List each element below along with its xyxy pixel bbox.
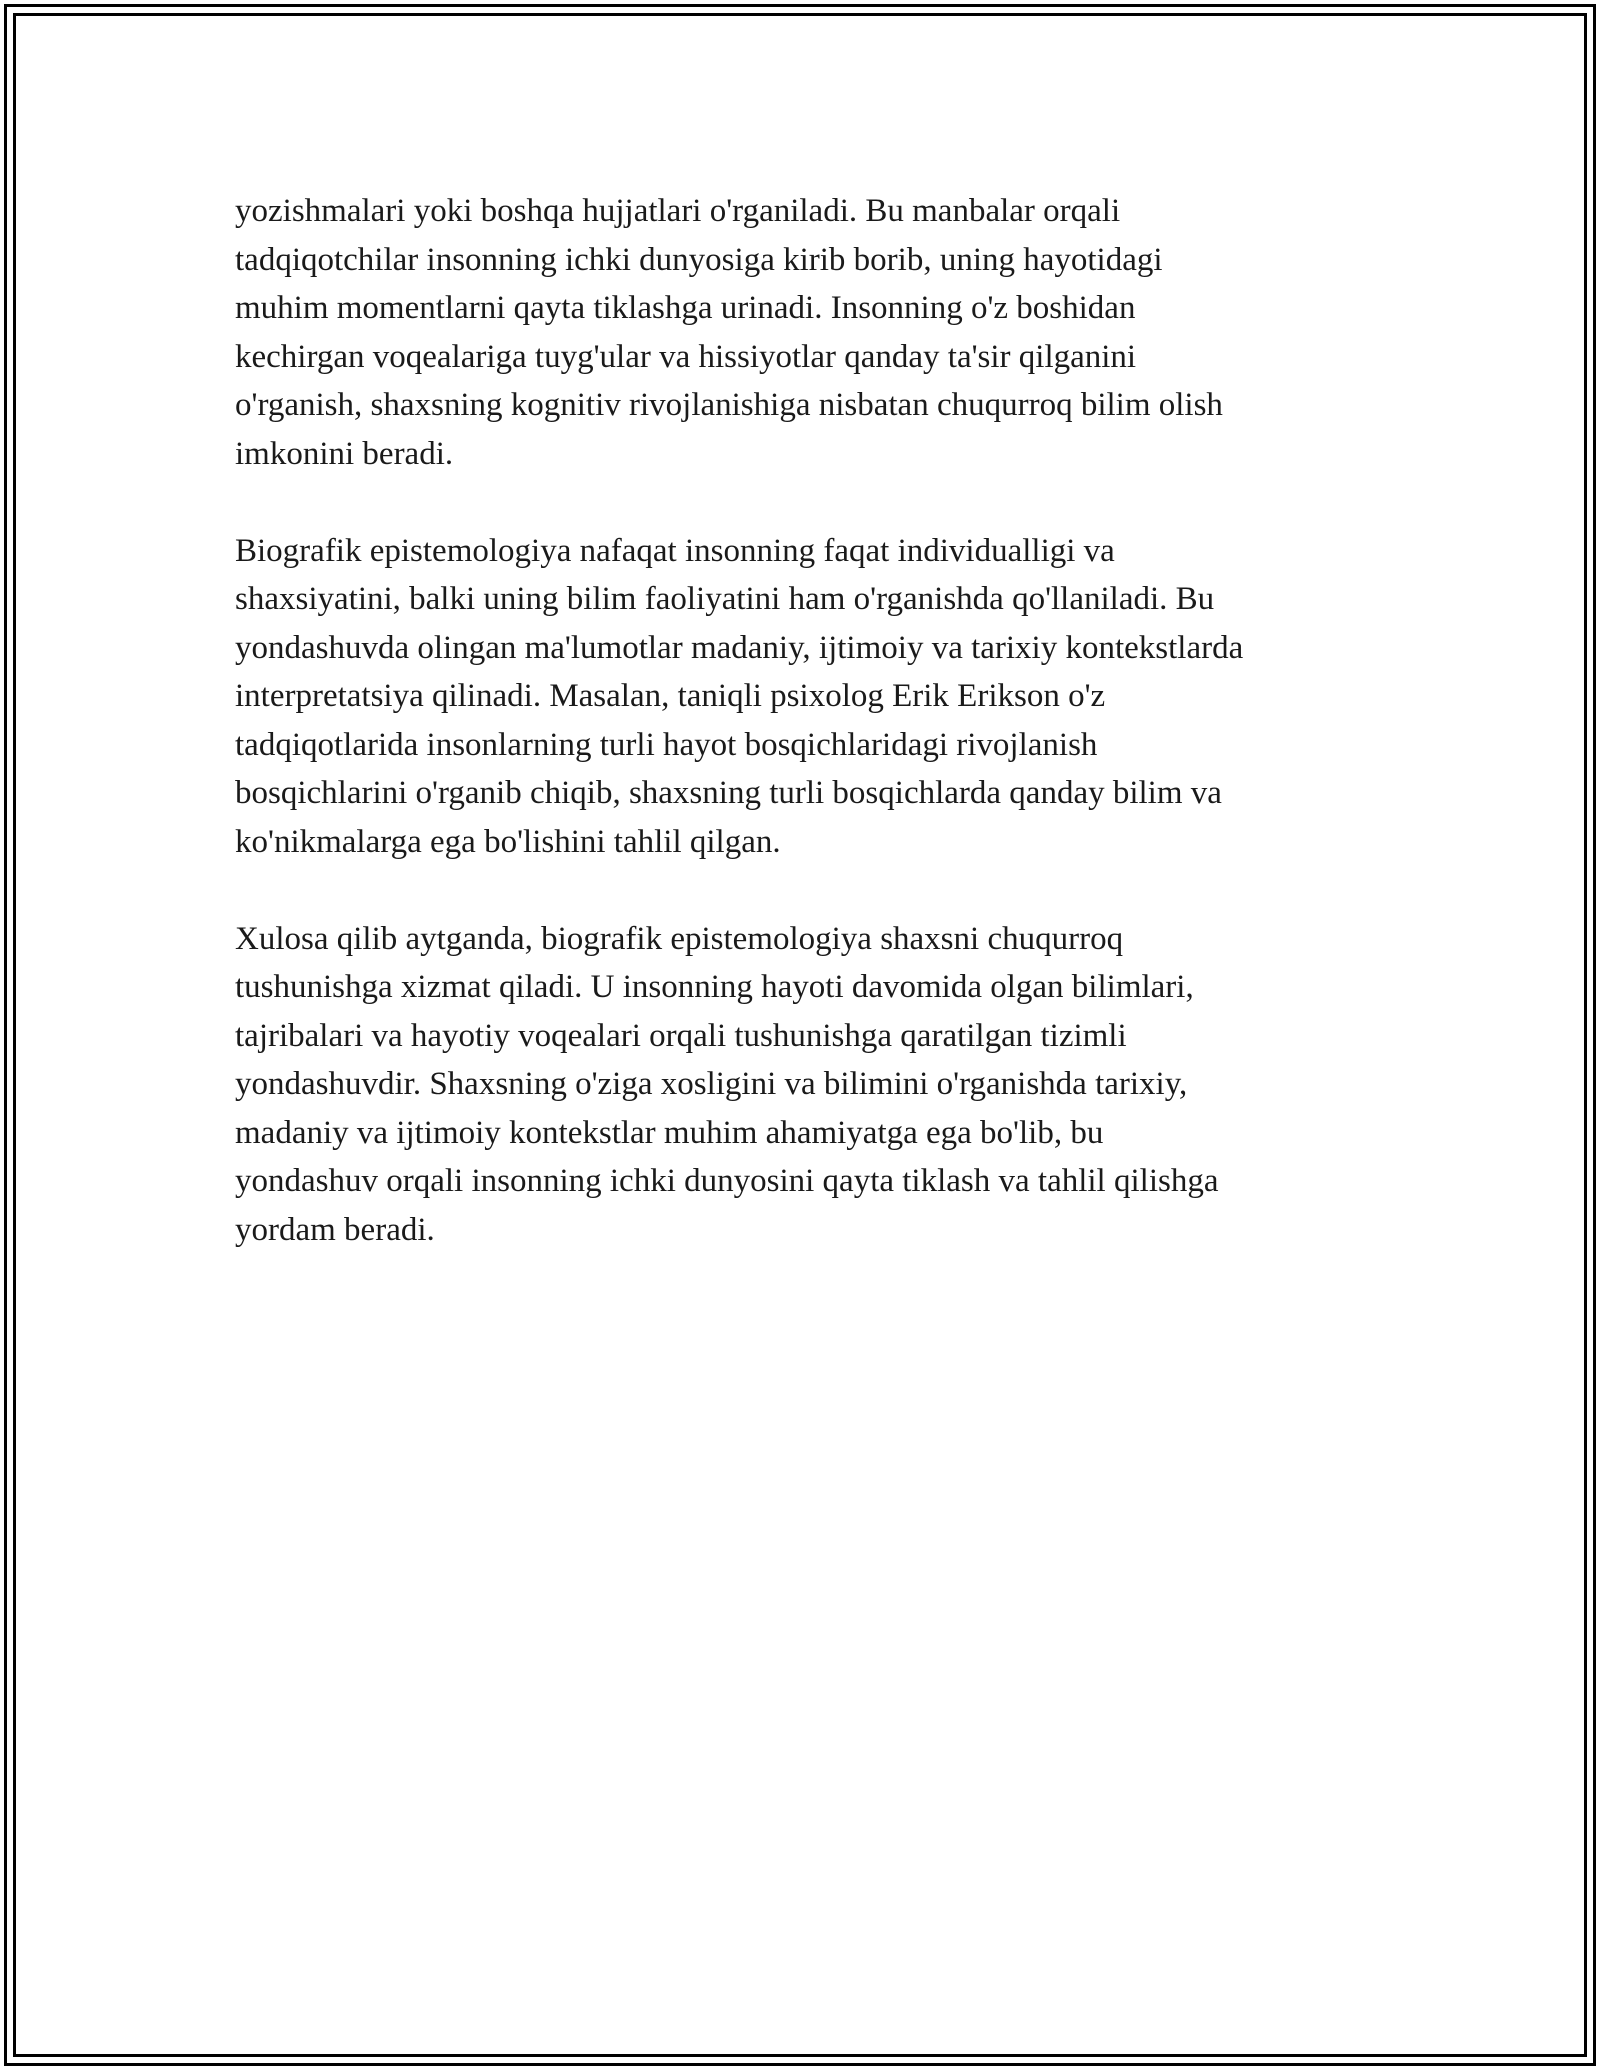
paragraph-1: yozishmalari yoki boshqa hujjatlari o'rganiladi. Bu manbalar orqali tadqiqotchilar insonning ichki dunyosiga kirib borib, uning hayotidagi muhim momentlarni qayta tiklashga urinadi. Insonning o'z boshidan kechirgan voqealariga tuyg'ular va hissiyotlar qanday ta'sir qilganini o'rganish, shaxsning kognitiv rivojlanishiga nisbatan chuqurroq bilim olish imkonini beradi. [235,193,1223,472]
paragraph-3: Xulosa qilib aytganda, biografik epistemologiya shaxsni chuqurroq tushunishga xizmat qiladi. U insonning hayoti davomida olgan bilimlari, tajribalari va hayotiy voqealari orqali tushunishga qaratilgan tizimli yondashuvdir. Shaxsning o'ziga xosligini va bilimini o'rganishda tarixiy, madaniy va ijtimoiy kontekstlar muhim ahamiyatga ega bo'lib, bu yondashuv orqali insonning ichki dunyosini qayta tiklash va tahlil qilishga yordam beradi. [235,920,1219,1248]
document-body [235,187,1365,1303]
paragraph-2: Biografik epistemologiya nafaqat insonning faqat individualligi va shaxsiyatini, balki uning bilim faoliyatini ham o'rganishda qo'llaniladi. Bu yondashuvda olingan ma'lumotlar madaniy, ijtimoiy va tarixiy kontekstlarda interpretatsiya qilinadi. Masalan, taniqli psixolog Erik Erikson o'z tadqiqotlarida insonlarning turli hayot bosqichlaridagi rivojlanish bosqichlarini o'rganib chiqib, shaxsning turli bosqichlarda qanday bilim va ko'nikmalarga ega bo'lishini tahlil qilgan. [235,532,1244,860]
